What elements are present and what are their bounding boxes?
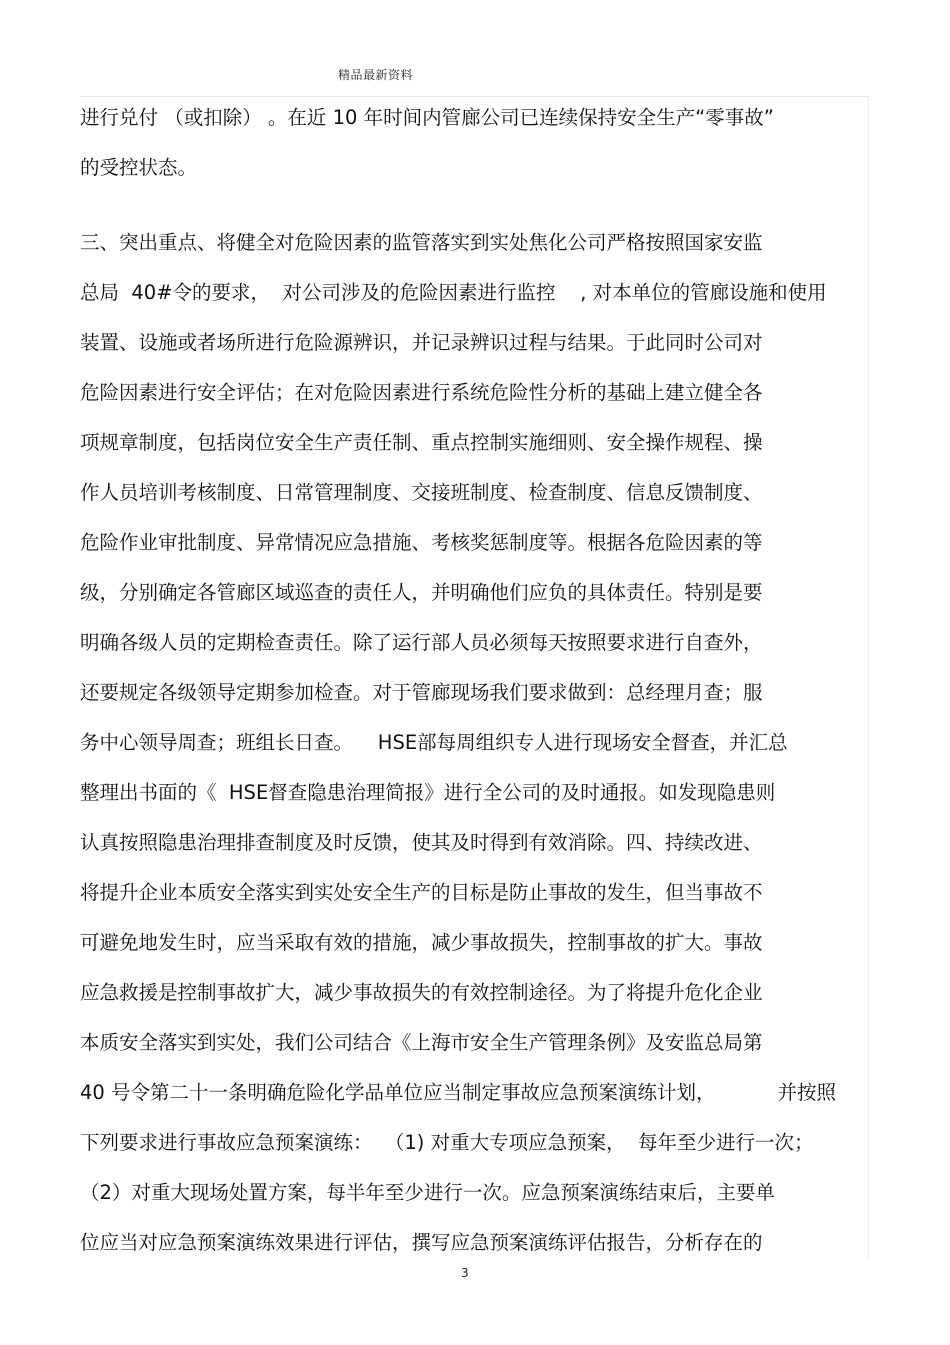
body-line: （2）对重大现场处置方案，每半年至少进行一次。应急预案演练结束后，主要单 <box>80 1181 775 1204</box>
body-line: 作人员培训考核制度、日常管理制度、交接班制度、检查制度、信息反馈制度、 <box>80 481 763 504</box>
margin-rule <box>868 96 869 1261</box>
body-line: 装置、设施或者场所进行危险源辨识，并记录辨识过程与结果。于此同时公司对 <box>80 331 763 354</box>
body-line: 可避免地发生时，应当采取有效的措施，减少事故损失，控制事故的扩大。事故 <box>80 931 763 954</box>
body-line: 项规章制度，包括岗位安全生产责任制、重点控制实施细则、安全操作规程、操 <box>80 431 763 454</box>
body-line: 总局 40#令的要求， 对公司涉及的危险因素进行监控 , 对本单位的管廊设施和使用 <box>80 281 827 304</box>
page-header: 精品最新资料 <box>338 68 414 82</box>
body-line: 的受控状态。 <box>80 156 198 179</box>
body-line: 三、突出重点、将健全对危险因素的监管落实到实处焦化公司严格按照国家安监 <box>80 231 763 254</box>
body-line: 应急救援是控制事故扩大，减少事故损失的有效控制途径。为了将提升危化企业 <box>80 981 763 1004</box>
page-number: 3 <box>461 1266 469 1280</box>
body-line: 危险因素进行安全评估；在对危险因素进行系统危险性分析的基础上建立健全各 <box>80 381 763 404</box>
body-line: 进行兑付 （或扣除） 。在近 10 年时间内管廊公司已连续保持安全生产“零事故” <box>80 106 774 129</box>
body-line: 位应当对应急预案演练效果进行评估，撰写应急预案演练评估报告，分析存在的 <box>80 1231 763 1254</box>
body-line: 危险作业审批制度、异常情况应急措施、考核奖惩制度等。根据各危险因素的等 <box>80 531 763 554</box>
body-line: 级，分别确定各管廊区域巡查的责任人，并明确他们应负的具体责任。特别是要 <box>80 581 763 604</box>
body-line: 认真按照隐患治理排查制度及时反馈，使其及时得到有效消除。四、持续改进、 <box>80 831 763 854</box>
body-line: 下列要求进行事故应急预案演练： （1) 对重大专项应急预案， 每年至少进行一次； <box>80 1131 814 1154</box>
body-line: 40 号令第二十一条明确危险化学品单位应当制定事故应急预案演练计划， 并按照 <box>80 1081 836 1104</box>
header-rule <box>80 96 870 97</box>
body-line: 将提升企业本质安全落实到实处安全生产的目标是防止事故的发生，但当事故不 <box>80 881 763 904</box>
body-line: 本质安全落实到实处，我们公司结合《上海市安全生产管理条例》及安监总局第 <box>80 1031 763 1054</box>
body-line: 还要规定各级领导定期参加检查。对于管廊现场我们要求做到：总经理月查；服 <box>80 681 763 704</box>
body-line: 务中心领导周查；班组长日查。 HSE部每周组织专人进行现场安全督查，并汇总 <box>80 731 788 754</box>
body-line: 明确各级人员的定期检查责任。除了运行部人员必须每天按照要求进行自查外， <box>80 631 763 654</box>
body-line: 整理出书面的《 HSE督查隐患治理简报》进行全公司的及时通报。如发现隐患则 <box>80 781 776 804</box>
